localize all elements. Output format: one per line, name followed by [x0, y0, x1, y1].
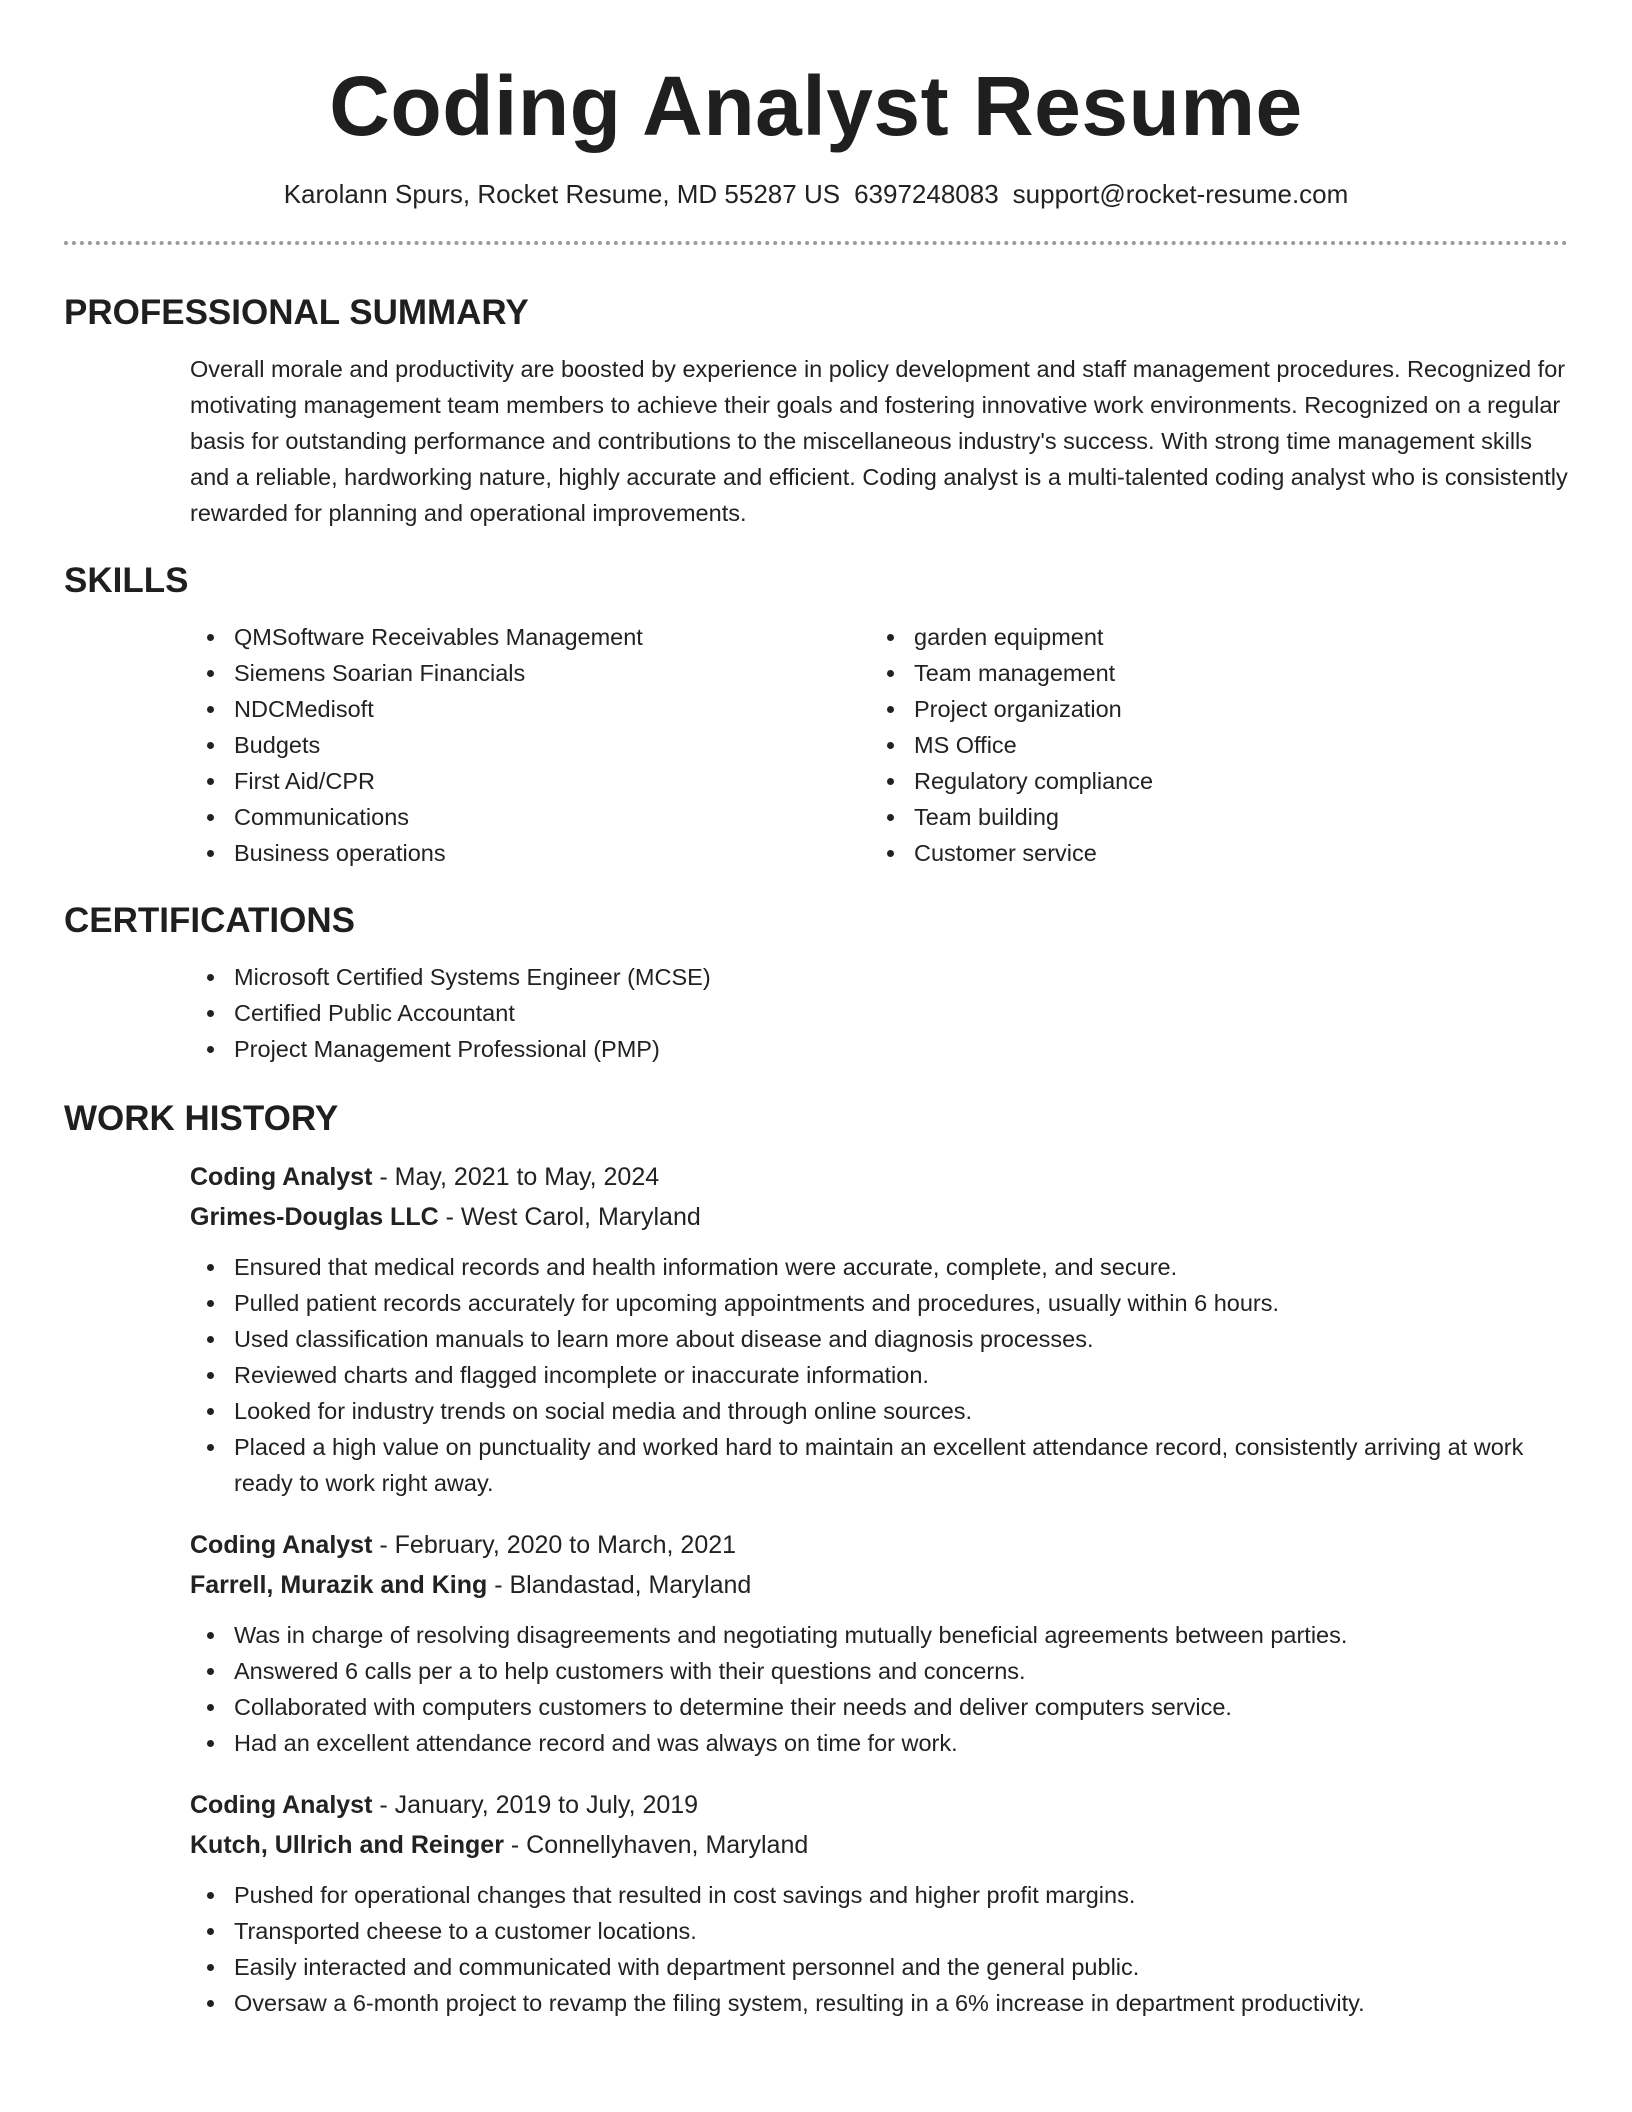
job-bullets: [190, 1617, 1568, 1761]
list-item: Ensured that medical records and health information were accurate, complete, and secure.: [190, 1249, 1568, 1285]
contact-address: Karolann Spurs, Rocket Resume, MD 55287 US: [283, 179, 841, 209]
summary-text: Overall morale and productivity are boosted by experience in policy development and staff management procedures. Recognized for motivating management team members to achieve their goals and fostering innovative work environments. Recognized on a regular basis for outstanding performance and contributions to the miscellaneous industry's success. With strong time management skills and a reliable, hardworking nature, highly accurate and efficient. Coding analyst is a multi-talented coding analyst who is consistently rewarded for planning and operational improvements.: [190, 356, 1568, 526]
job-dates: - February, 2020 to March, 2021: [379, 1531, 737, 1559]
job-bullets: [190, 1877, 1568, 2021]
contact-phone: 6397248083: [854, 179, 999, 209]
work-history-list: [64, 1157, 1568, 2021]
resume-title: Coding Analyst Resume: [329, 59, 1303, 153]
contact-line: [64, 176, 1568, 212]
job-company-line: [190, 1565, 1568, 1605]
certifications-heading: CERTIFICATIONS: [64, 901, 356, 940]
job-title: Coding Analyst: [190, 1531, 373, 1559]
skills-list: [64, 619, 1568, 871]
job-title-line: [190, 1157, 1568, 1197]
skills-left-column: [190, 619, 870, 871]
job-location: - Blandastad, Maryland: [494, 1571, 752, 1599]
job-bullets: [190, 1249, 1568, 1501]
list-item: Business operations: [190, 835, 870, 871]
job-company: Grimes-Douglas LLC: [190, 1203, 439, 1231]
list-item: Project Management Professional (PMP): [190, 1031, 1568, 1067]
list-item: Communications: [190, 799, 870, 835]
list-item: First Aid/CPR: [190, 763, 870, 799]
list-item: Project organization: [870, 691, 1550, 727]
list-item: Pushed for operational changes that resulted in cost savings and higher profit margins.: [190, 1877, 1568, 1913]
work-history-heading: WORK HISTORY: [64, 1099, 339, 1138]
list-item: Placed a high value on punctuality and worked hard to maintain an excellent attendance record, consistently arriving at work ready to work right away.: [190, 1429, 1568, 1501]
list-item: Used classification manuals to learn more about disease and diagnosis processes.: [190, 1321, 1568, 1357]
list-item: Looked for industry trends on social media and through online sources.: [190, 1393, 1568, 1429]
list-item: Microsoft Certified Systems Engineer (MCSE): [190, 959, 1568, 995]
resume-page: [64, 0, 1568, 2021]
job-company: Kutch, Ullrich and Reinger: [190, 1831, 504, 1859]
list-item: Budgets: [190, 727, 870, 763]
list-item: Reviewed charts and flagged incomplete or inaccurate information.: [190, 1357, 1568, 1393]
job-title-line: [190, 1785, 1568, 1825]
list-item: QMSoftware Receivables Management: [190, 619, 870, 655]
list-item: Customer service: [870, 835, 1550, 871]
job-company: Farrell, Murazik and King: [190, 1571, 488, 1599]
list-item: Regulatory compliance: [870, 763, 1550, 799]
summary-heading: PROFESSIONAL SUMMARY: [64, 293, 529, 332]
job-title: Coding Analyst: [190, 1163, 373, 1191]
skills-right-column: [870, 619, 1550, 871]
list-item: Collaborated with computers customers to determine their needs and deliver computers service.: [190, 1689, 1568, 1725]
certifications-list: [64, 959, 1568, 1067]
job-entry: [190, 1525, 1568, 1761]
list-item: Pulled patient records accurately for upcoming appointments and procedures, usually within 6 hours.: [190, 1285, 1568, 1321]
list-item: Certified Public Accountant: [190, 995, 1568, 1031]
list-item: Was in charge of resolving disagreements and negotiating mutually beneficial agreements between parties.: [190, 1617, 1568, 1653]
list-item: garden equipment: [870, 619, 1550, 655]
job-title-line: [190, 1525, 1568, 1565]
job-entry: [190, 1785, 1568, 2021]
list-item: Siemens Soarian Financials: [190, 655, 870, 691]
list-item: Answered 6 calls per a to help customers with their questions and concerns.: [190, 1653, 1568, 1689]
job-location: - West Carol, Maryland: [445, 1203, 701, 1231]
job-entry: [190, 1157, 1568, 1501]
list-item: Had an excellent attendance record and was always on time for work.: [190, 1725, 1568, 1761]
job-dates: - May, 2021 to May, 2024: [379, 1163, 660, 1191]
job-location: - Connellyhaven, Maryland: [510, 1831, 809, 1859]
contact-email: support@rocket-resume.com: [1012, 179, 1349, 209]
job-company-line: [190, 1825, 1568, 1865]
list-item: Transported cheese to a customer locations.: [190, 1913, 1568, 1949]
job-dates: - January, 2019 to July, 2019: [379, 1791, 699, 1819]
list-item: Team management: [870, 655, 1550, 691]
list-item: NDCMedisoft: [190, 691, 870, 727]
list-item: Oversaw a 6-month project to revamp the filing system, resulting in a 6% increase in department productivity.: [190, 1985, 1568, 2021]
list-item: Easily interacted and communicated with department personnel and the general public.: [190, 1949, 1568, 1985]
job-title: Coding Analyst: [190, 1791, 373, 1819]
skills-heading: SKILLS: [64, 561, 189, 600]
list-item: MS Office: [870, 727, 1550, 763]
list-item: Team building: [870, 799, 1550, 835]
job-company-line: [190, 1197, 1568, 1237]
header-divider: [64, 241, 1568, 245]
